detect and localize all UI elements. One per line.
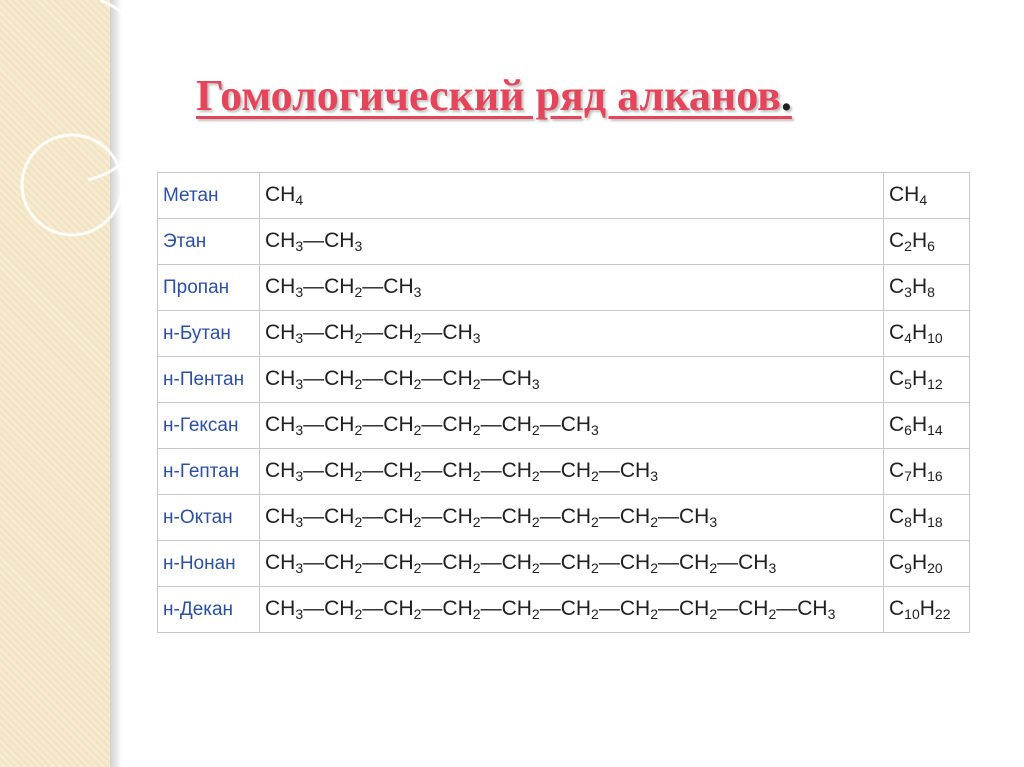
table-row <box>158 173 970 219</box>
table-row <box>158 265 970 311</box>
structural-formula: $CH_3—CH_2—CH_2—CH_2—CH_3$ <box>260 357 884 403</box>
table-row <box>158 587 970 633</box>
alkane-name: н-Пентан <box>158 357 260 403</box>
molecular-formula: $C_5H_{12}$ <box>884 357 970 403</box>
slide-title-text: Гомологический ряд алканов <box>196 71 781 120</box>
structural-formula: $CH_3—CH_2—CH_2—CH_2—CH_2—CH_2—CH_2—CH_2—CH_3$ <box>260 541 884 587</box>
table-row <box>158 449 970 495</box>
structural-formula: $CH_3—CH_2—CH_2—CH_3$ <box>260 311 884 357</box>
structural-formula: $CH_4$ <box>260 173 884 219</box>
structural-formula: $CH_3—CH_2—CH_2—CH_2—CH_2—CH_2—CH_3$ <box>260 449 884 495</box>
alkane-name: н-Декан <box>158 587 260 633</box>
alkane-name: н-Гексан <box>158 403 260 449</box>
alkane-name: н-Гептан <box>158 449 260 495</box>
molecular-formula: $CH_4$ <box>884 173 970 219</box>
structural-formula: $CH_3—CH_2—CH_2—CH_2—CH_2—CH_3$ <box>260 403 884 449</box>
table-row <box>158 357 970 403</box>
table-row <box>158 495 970 541</box>
alkanes-table-body <box>158 173 970 633</box>
structural-formula: $CH_3—CH_3$ <box>260 219 884 265</box>
alkane-name: Пропан <box>158 265 260 311</box>
molecular-formula: $C_9H_{20}$ <box>884 541 970 587</box>
molecular-formula: $C_8H_{18}$ <box>884 495 970 541</box>
alkane-name: Метан <box>158 173 260 219</box>
structural-formula: $CH_3—CH_2—CH_2—CH_2—CH_2—CH_2—CH_2—CH_2—CH_2—CH_3$ <box>260 587 884 633</box>
decorative-circles <box>0 0 130 260</box>
molecular-formula: $C_2H_6$ <box>884 219 970 265</box>
slide-title-period: . <box>780 71 792 120</box>
molecular-formula: $C_{10}H_{22}$ <box>884 587 970 633</box>
alkane-name: н-Октан <box>158 495 260 541</box>
table-row <box>158 311 970 357</box>
alkane-name: Этан <box>158 219 260 265</box>
structural-formula: $CH_3—CH_2—CH_2—CH_2—CH_2—CH_2—CH_2—CH_3$ <box>260 495 884 541</box>
table-row <box>158 403 970 449</box>
alkane-name: н-Бутан <box>158 311 260 357</box>
slide-title <box>196 70 792 121</box>
table-row <box>158 219 970 265</box>
table-row <box>158 541 970 587</box>
alkanes-table <box>157 172 970 633</box>
molecular-formula: $C_7H_{16}$ <box>884 449 970 495</box>
structural-formula: $CH_3—CH_2—CH_3$ <box>260 265 884 311</box>
alkane-name: н-Нонан <box>158 541 260 587</box>
molecular-formula: $C_3H_8$ <box>884 265 970 311</box>
molecular-formula: $C_6H_{14}$ <box>884 403 970 449</box>
molecular-formula: $C_4H_{10}$ <box>884 311 970 357</box>
